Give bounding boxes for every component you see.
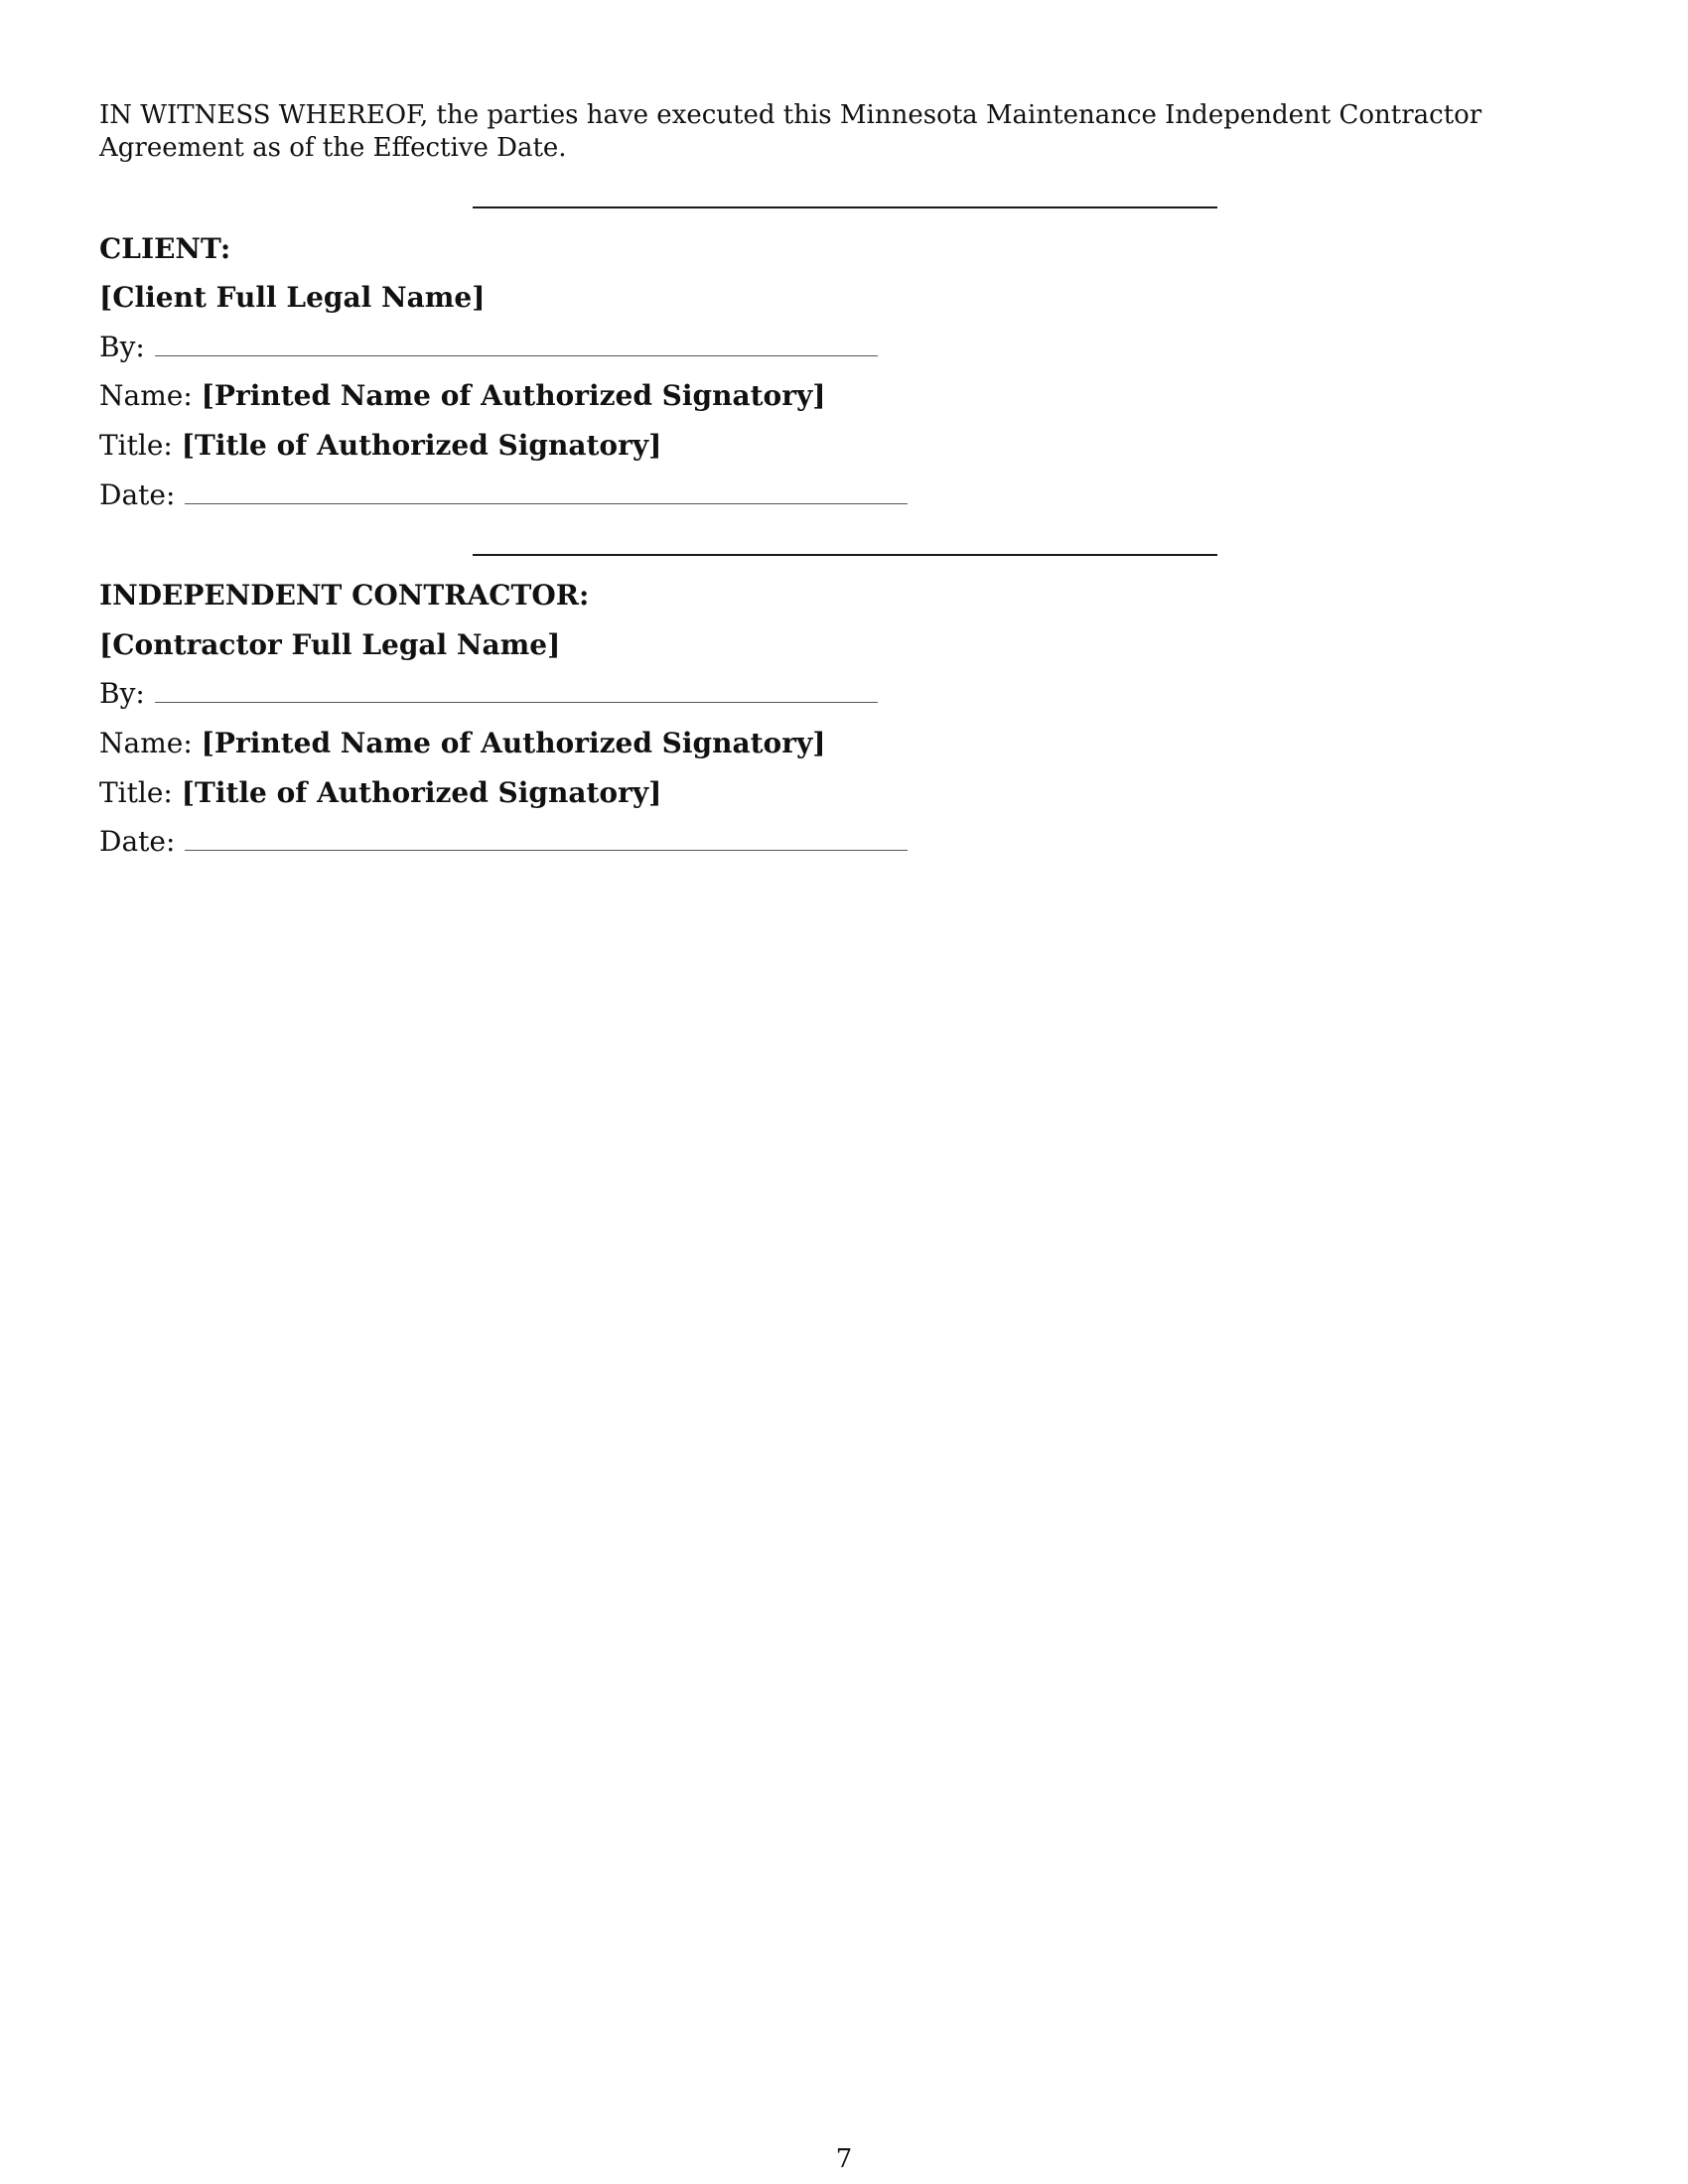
contractor-name-value: [Printed Name of Authorized Signatory] bbox=[201, 727, 826, 759]
separator-rule bbox=[473, 554, 1217, 556]
client-date-blank[interactable] bbox=[185, 481, 908, 504]
client-title-line bbox=[99, 429, 661, 463]
contractor-heading: INDEPENDENT CONTRACTOR: bbox=[99, 579, 590, 612]
client-entity-name: [Client Full Legal Name] bbox=[99, 281, 486, 314]
contractor-by-label: By: bbox=[99, 677, 145, 710]
client-name-value: [Printed Name of Authorized Signatory] bbox=[201, 379, 826, 412]
client-heading: CLIENT: bbox=[99, 232, 231, 265]
client-date-label: Date: bbox=[99, 478, 176, 511]
client-name-label: Name: bbox=[99, 379, 193, 412]
client-by-line bbox=[99, 331, 878, 364]
client-date-line bbox=[99, 478, 908, 512]
contractor-name-label: Name: bbox=[99, 727, 193, 759]
contractor-name-line bbox=[99, 727, 825, 760]
contractor-date-label: Date: bbox=[99, 825, 176, 858]
separator-rule bbox=[473, 206, 1217, 208]
contractor-by-line bbox=[99, 677, 878, 711]
client-title-label: Title: bbox=[99, 429, 173, 462]
contractor-title-value: [Title of Authorized Signatory] bbox=[181, 776, 662, 809]
client-by-label: By: bbox=[99, 331, 145, 363]
contractor-title-line bbox=[99, 776, 661, 810]
client-name-line bbox=[99, 379, 825, 413]
client-title-value: [Title of Authorized Signatory] bbox=[181, 429, 662, 462]
contractor-title-label: Title: bbox=[99, 776, 173, 809]
contractor-entity-name: [Contractor Full Legal Name] bbox=[99, 628, 561, 661]
contractor-signature-blank[interactable] bbox=[155, 680, 878, 703]
contractor-date-blank[interactable] bbox=[185, 828, 908, 851]
witness-paragraph: IN WITNESS WHEREOF, the parties have executed this Minnesota Maintenance Independent Contractor Agreement as of the Effective Date. bbox=[99, 100, 1482, 163]
contractor-date-line bbox=[99, 825, 908, 859]
page-number: 7 bbox=[835, 2144, 853, 2174]
client-signature-blank[interactable] bbox=[155, 334, 878, 356]
